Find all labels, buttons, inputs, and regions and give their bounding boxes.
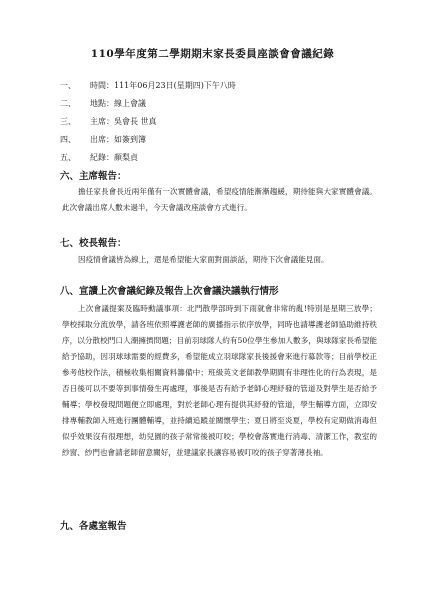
section-heading-previous-minutes: 八、宣讀上次會議紀錄及報告上次會議決議執行情形 <box>60 286 279 297</box>
info-number: 五、 <box>60 153 76 162</box>
info-number: 一、 <box>60 81 76 90</box>
info-chair <box>60 116 157 127</box>
section-heading-principal-report: 七、校長報告： <box>60 238 127 249</box>
section-heading-chair-report: 六、主席報告： <box>60 171 127 182</box>
info-number: 三、 <box>60 117 76 126</box>
info-number: 二、 <box>60 99 76 108</box>
principal-report-paragraph: 因疫情會議皆為線上，還是希望能大家面對面談話，期待下次會議能見面。 <box>78 255 329 264</box>
info-text: 時間：111年06月23日(星期四)下午八時 <box>90 81 236 90</box>
info-time <box>60 80 236 91</box>
info-attendance <box>60 134 146 145</box>
info-text: 出席：如簽到簿 <box>90 135 146 144</box>
previous-minutes-paragraph: 上次會議提案及臨時動議事項：北門散學部時到下雨就會非常的亂!特別是星期三放學；學校採取分流放學，請各班依照導護老師的廣播指示依序放學，同時也請導護老師協助維持秩序，以分散校門口人潮擁擠問題；目前羽球隊人約有50位學生參加人數多，與球隊家長希望能給予協助，因羽球球需要的經費多，希望能成立羽球隊家長後援會來進行募款等；目前學校正參考他校作法，積極收集相關資料籌備中；班級英文老師教學期間有非理性化的行為表現，是否日後可以不要等到事情發生再處理，事後是否有給予老師心理紓發的管道及對學生是否給予輔導；學校發現問題便立即處理，對於老師心理有提供其紓發的管道，學生輔導方面，立即安排專輔教師入班進行團體輔導，並持續追蹤並關懷學生；夏日將至炎夏，學校有定期做消毒但似乎效果沒有很理想，幼兒園的孩子常常後被叮咬；學校會落實進行消毒、清潔工作，教室的紗窗、紗門也會請老師留意關好，並建議家長讓容易被叮咬的孩子穿著薄長袖。 <box>62 304 377 457</box>
document-title: 110學年度第二學期期末家長委員座談會會議紀錄 <box>90 48 335 60</box>
section-heading-office-reports: 九、各處室報告 <box>60 521 127 532</box>
info-location <box>60 98 146 109</box>
info-text: 主席：吳會長 世真 <box>90 117 157 126</box>
info-text: 紀錄：顏梨貞 <box>90 153 138 162</box>
info-number: 四、 <box>60 135 76 144</box>
info-recorder <box>60 152 138 163</box>
chair-report-paragraph: 擔任家長會長近兩年僅有一次實體會議，希望疫情能漸漸趨緩，期待能與大家實體會議。此次會議出席人數未過半，今天會議改座談會方式進行。 <box>62 187 377 212</box>
info-text: 地點：線上會議 <box>90 99 146 108</box>
